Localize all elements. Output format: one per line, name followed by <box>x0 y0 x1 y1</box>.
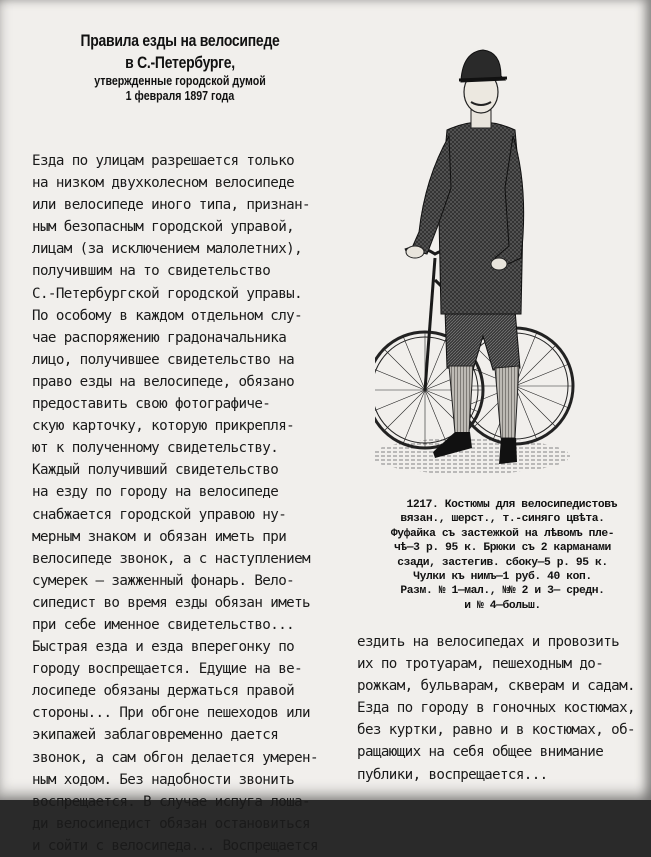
rules-text-continued-line-7: публики, воспрещается... <box>357 766 548 783</box>
rules-text-line-20: сумерек – зажженный фонарь. Вело- <box>32 572 295 589</box>
rules-text-line-17: снабжается городской управою ну- <box>32 506 287 523</box>
left-stocking <box>449 366 473 433</box>
rules-text-line-27: экипажей заблаговременно дается <box>32 727 279 744</box>
rules-text-line-32: и сойти с велосипеда... Воспрещается <box>32 837 318 854</box>
rules-text-line-26: стороны... При обгоне пешеходов или <box>32 705 310 722</box>
rules-text-line-13: скую карточку, которую прикрепля- <box>32 418 295 435</box>
rules-text-line-21: сипедист во время езды обязан иметь <box>32 594 310 611</box>
subtitle-date: 1 февраля 1897 года <box>125 89 235 103</box>
rules-text-line-18: мерным знаком и обязан иметь при <box>32 528 287 545</box>
rules-text-line-5: лицам (за исключением малолетних), <box>32 241 303 258</box>
caption-line-3: Фуфайка съ застежкой на лѣвомъ пле- <box>390 527 615 540</box>
rules-text-line-14: ют к полученному свидетельству. <box>32 440 279 457</box>
subtitle-line-1: утвержденные городской думой <box>94 74 266 88</box>
rules-text-continued-line-1: ездить на велосипедах и провозить <box>357 634 620 650</box>
rules-text-line-12: предоставить свою фотографиче- <box>32 396 271 413</box>
rules-text-line-22: при себе именное свидетельство... <box>32 616 295 633</box>
rules-text-line-24: городу воспрещается. Едущие на ве- <box>32 661 303 678</box>
rules-text-line-4: ным безопасным городской управой, <box>32 219 295 236</box>
illustration-caption <box>370 498 635 613</box>
rules-text-continued-line-3: рожкам, бульварам, скверам и садам. <box>357 678 635 695</box>
caption-line-4: чѣ—3 р. 95 к. Брюки съ 2 карманами <box>394 542 611 555</box>
rules-text-line-16: на езду по городу на велосипеде <box>32 484 279 501</box>
title-line-1: Правила езды на велосипеде <box>80 31 280 50</box>
rules-text-line-25: лосипеде обязаны держаться правой <box>32 683 295 700</box>
rules-text-line-7: С.-Петербургской городской управы. <box>32 285 303 302</box>
rules-text-line-8: По особому в каждом отдельном слу- <box>32 307 303 324</box>
caption-line-2: вязан., шерст., т.-синяго цвѣта. <box>400 513 605 526</box>
caption-line-7: Разм. № 1—мал., №№ 2 и 3— средн. <box>400 585 605 598</box>
rules-text-line-29: ным ходом. Без надобности звонить <box>32 771 295 788</box>
page-title <box>40 30 320 104</box>
cyclist-illustration <box>375 18 575 478</box>
rules-text-line-23: Быстрая езда и езда вперегонку по <box>32 639 295 656</box>
rules-text-line-31: ди велосипедист обязан остановиться <box>32 815 310 832</box>
rules-text-line-15: Каждый получивший свидетельство <box>32 462 279 479</box>
rules-text-line-28: звонок, а сам обгон делается умерен- <box>32 749 318 766</box>
rules-text-line-30: воспрещается. В случае испуга лоша- <box>32 793 310 810</box>
title-line-2: в С.-Петербурге, <box>125 53 235 72</box>
rules-text-continued-line-5: без куртки, равно и в костюмах, об- <box>357 722 635 739</box>
rules-text-line-11: право езды на велосипеде, обязано <box>32 373 295 390</box>
rules-text-line-2: на низком двухколесном велосипеде <box>32 175 295 192</box>
rules-text-line-9: чае распоряжению градоначальника <box>32 329 287 346</box>
rules-text-line-1: Езда по улицам разрешается только <box>32 153 295 169</box>
rules-text-line-6: получившим на то свидетельство <box>32 263 271 280</box>
caption-line-1: 1217. Костюмы для велосипедистовъ <box>406 499 617 511</box>
cyclist-trousers <box>445 310 520 370</box>
rules-text-left-column <box>32 150 337 857</box>
caption-line-6: Чулки къ нимъ—1 руб. 40 коп. <box>413 571 592 584</box>
rules-text-right-column <box>357 631 642 786</box>
rules-text-continued-line-6: ращающих на себя общее внимание <box>357 744 604 761</box>
rules-text-line-19: велосипеде звонок, а с наступлением <box>32 550 310 567</box>
rules-text-continued-line-4: Езда по городу в гоночных костюмах, <box>357 700 635 717</box>
rules-text-line-3: или велосипеде иного типа, признан- <box>32 197 310 214</box>
right-stocking <box>495 366 519 438</box>
rules-text-continued-line-2: их по тротуарам, пешеходным до- <box>357 656 604 673</box>
caption-line-5: сзади, застегив. сбоку—5 р. 95 к. <box>397 556 608 569</box>
caption-line-8: и № 4—больш. <box>464 599 541 612</box>
rules-text-line-10: лицо, получившее свидетельство на <box>32 351 295 368</box>
right-shoe <box>499 438 517 464</box>
